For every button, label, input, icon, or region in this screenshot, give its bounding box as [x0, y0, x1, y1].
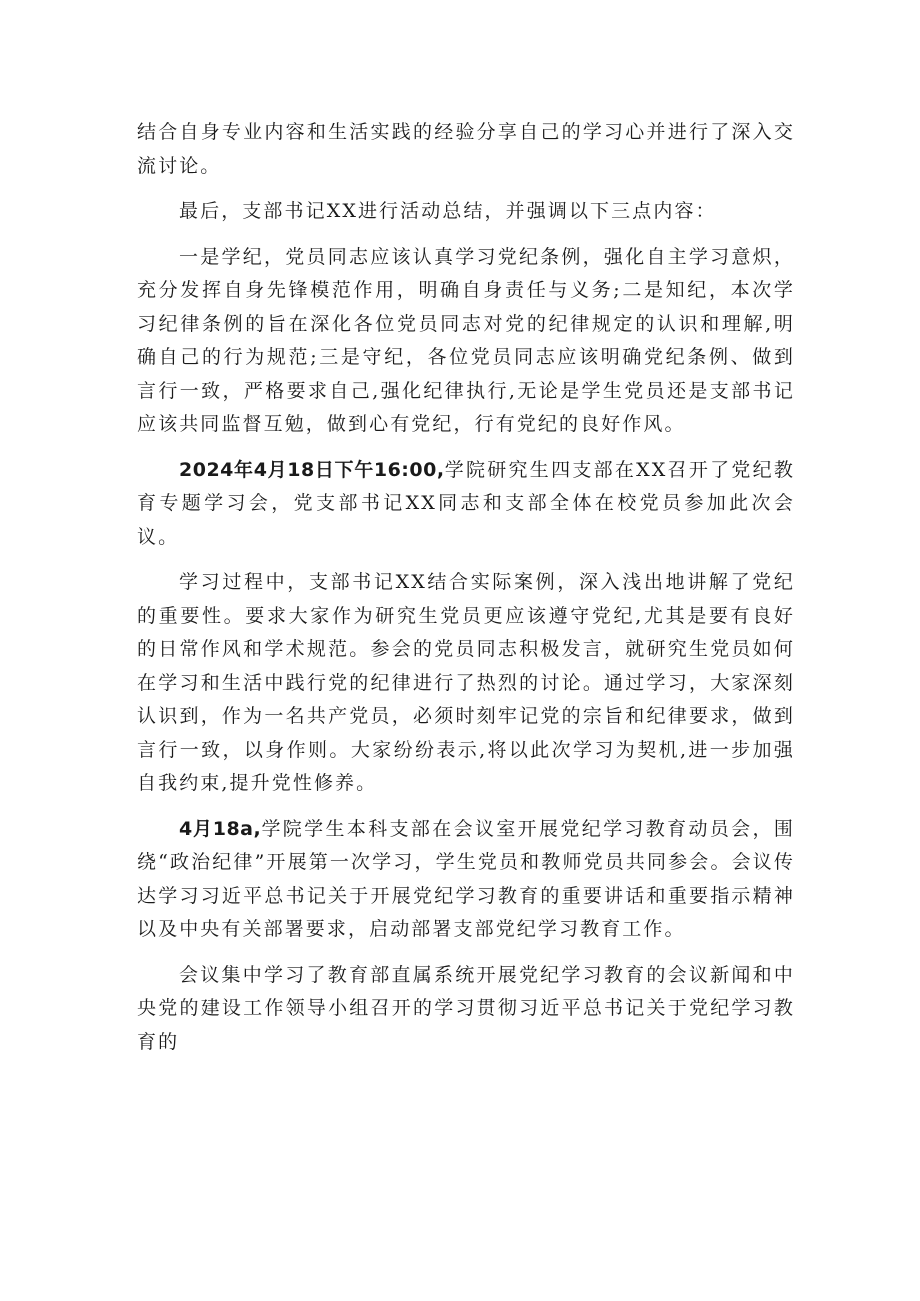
- paragraph-3-text: 一是学纪，党员同志应该认真学习党纪条例，强化自主学习意炽，充分发挥自身先锋模范作用，明确自身责任与义务;二是知纪，本次学习纪律条例的旨在深化各位党员同志对党的纪律规定的认识和理解,明确自己的行为规范;三是守纪，各位党员同志应该明确党纪条例、做到言行一致，严格要求自己,强化纪律执行,无论是学生党员还是支部书记应该共同监督互勉，做到心有党纪，行有党纪的良好作风。: [137, 245, 795, 435]
- paragraph-6-text: 学院学生本科支部在会议室开展党纪学习教育动员会，围绕“政治纪律”开展第一次学习，学生党员和教师党员共同参会。会议传达学习习近平总书记关于开展党纪学习教育的重要讲话和重要指示精神以及中央有关部署要求，启动部署支部党纪学习教育工作。: [137, 817, 795, 940]
- paragraph-7: [137, 959, 795, 1060]
- paragraph-2: [137, 195, 795, 229]
- document-page: [137, 116, 795, 1071]
- paragraph-5: [137, 566, 795, 801]
- paragraph-1-text: 结合自身专业内容和生活实践的经验分享自己的学习心并进行了深入交流讨论。: [137, 121, 795, 177]
- paragraph-6: [137, 813, 795, 947]
- paragraph-4-text: 学院研究生四支部在XX召开了党纪教育专题学习会，党支部书记XX同志和支部全体在校党员参加此次会议。: [137, 458, 795, 548]
- paragraph-4: [137, 454, 795, 555]
- paragraph-1: [137, 116, 795, 183]
- paragraph-6-date: 4月18a,: [179, 817, 262, 840]
- paragraph-4-date: 2024年4月18日下午16:00,: [179, 458, 445, 481]
- paragraph-3: [137, 241, 795, 442]
- paragraph-7-text: 会议集中学习了教育部直属系统开展党纪学习教育的会议新闻和中央党的建设工作领导小组召开的学习贯彻习近平总书记关于党纪学习教育的: [137, 963, 795, 1053]
- paragraph-5-text: 学习过程中，支部书记XX结合实际案例，深入浅出地讲解了党纪的重要性。要求大家作为研究生党员更应该遵守党纪,尤其是要有良好的日常作风和学术规范。参会的党员同志积极发言，就研究生党员如何在学习和生活中践行党的纪律进行了热烈的讨论。通过学习，大家深刻认识到，作为一名共产党员，必须时刻牢记党的宗旨和纪律要求，做到言行一致，以身作则。大家纷纷表示,将以此次学习为契机,进一步加强自我约束,提升党性修养。: [137, 571, 795, 794]
- paragraph-2-text: 最后，支部书记XX进行活动总结，并强调以下三点内容：: [179, 200, 717, 222]
